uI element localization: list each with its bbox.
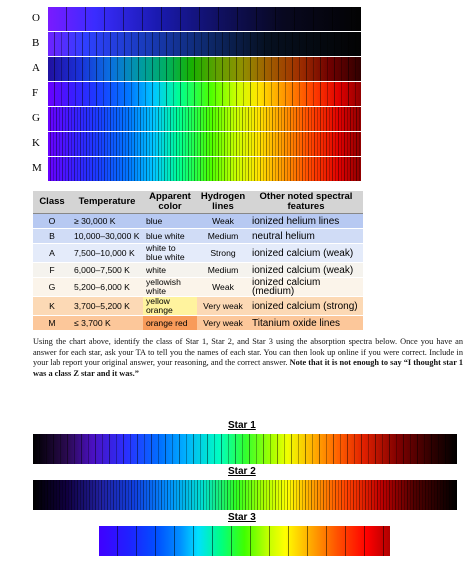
instructions-paragraph [33,337,463,379]
table-row [33,229,363,244]
cell-class: K [33,297,71,316]
spectrum-strip-B [48,32,361,56]
spectral-class-label: G [32,112,40,124]
spectrum-row-K [0,132,476,156]
table-row [33,214,363,229]
spectrum-strip-A [48,57,361,81]
star-1-title: Star 1 [228,420,256,431]
cell-color: white to blue white [143,244,197,263]
cell-features: ionized helium lines [249,214,363,229]
star-3-spectrum [99,526,390,556]
col-header-hydrogen-lines: Hydrogen lines [197,191,249,214]
cell-class: G [33,278,71,297]
instructions-note: Note that it is not enough to say “I thought star 1 was a class Z star and it was.” [33,358,463,378]
col-header-class: Class [33,191,71,214]
cell-features: ionized calcium (strong) [249,297,363,316]
spectrum-strip-O [48,7,361,31]
spectrum-row-F [0,82,476,106]
spectrum-row-B [0,32,476,56]
spectral-class-label: B [32,37,40,49]
cell-temperature: ≥ 30,000 K [71,214,143,229]
instructions-text: Using the chart above, identify the class of Star 1, Star 2, and Star 3 using the absorption spectra below. Once you have an answer for each star, ask your TA to tell you the names of each star. You can then look up online if you were correct. Include in your lab report your original answer, your reasoning, and the correct answer. [33,337,463,368]
table-row [33,244,363,263]
col-header-temperature: Temperature [71,191,143,214]
cell-class: F [33,263,71,278]
cell-color: white [143,263,197,278]
cell-features: neutral helium [249,229,363,244]
table-row [33,297,363,316]
spectrum-row-A [0,57,476,81]
cell-color: blue [143,214,197,229]
star-3-title: Star 3 [228,512,256,523]
cell-class: A [33,244,71,263]
cell-temperature: 7,500–10,000 K [71,244,143,263]
cell-features: Titanium oxide lines [249,316,363,331]
cell-hydrogen: Very weak [197,316,249,331]
cell-hydrogen: Medium [197,229,249,244]
cell-class: O [33,214,71,229]
spectrum-row-M [0,157,476,181]
spectrum-strip-M [48,157,361,181]
cell-hydrogen: Strong [197,244,249,263]
cell-hydrogen: Weak [197,214,249,229]
cell-class: M [33,316,71,331]
col-header-other-features: Other noted spectral features [249,191,363,214]
spectral-class-label: M [32,162,42,174]
star-2-spectrum [33,480,457,510]
cell-hydrogen: Weak [197,278,249,297]
cell-features: ionized calcium (weak) [249,244,363,263]
table-row [33,263,363,278]
spectrum-strip-G [48,107,361,131]
spectral-class-label: O [32,12,40,24]
cell-hydrogen: Very weak [197,297,249,316]
stellar-classification-table [33,191,363,331]
cell-temperature: ≤ 3,700 K [71,316,143,331]
spectrum-strip-K [48,132,361,156]
cell-features: ionized calcium (weak) [249,263,363,278]
cell-features: ionized calcium (medium) [249,278,363,297]
spectral-class-label: F [32,87,39,99]
star-2-title: Star 2 [228,466,256,477]
col-header-apparent-color: Apparent color [143,191,197,214]
cell-temperature: 6,000–7,500 K [71,263,143,278]
star-1-spectrum [33,434,457,464]
cell-color: yellowish white [143,278,197,297]
table-row [33,316,363,331]
spectrum-strip-F [48,82,361,106]
cell-color: yellow orange [143,297,197,316]
spectrum-row-G [0,107,476,131]
cell-class: B [33,229,71,244]
spectral-class-label: A [32,62,40,74]
table-row [33,278,363,297]
cell-temperature: 3,700–5,200 K [71,297,143,316]
cell-temperature: 5,200–6,000 K [71,278,143,297]
cell-temperature: 10,000–30,000 K [71,229,143,244]
spectrum-row-O [0,7,476,31]
spectral-class-label: K [32,137,40,149]
cell-color: blue white [143,229,197,244]
table-header-row [33,191,363,214]
cell-color: orange red [143,316,197,331]
cell-hydrogen: Medium [197,263,249,278]
